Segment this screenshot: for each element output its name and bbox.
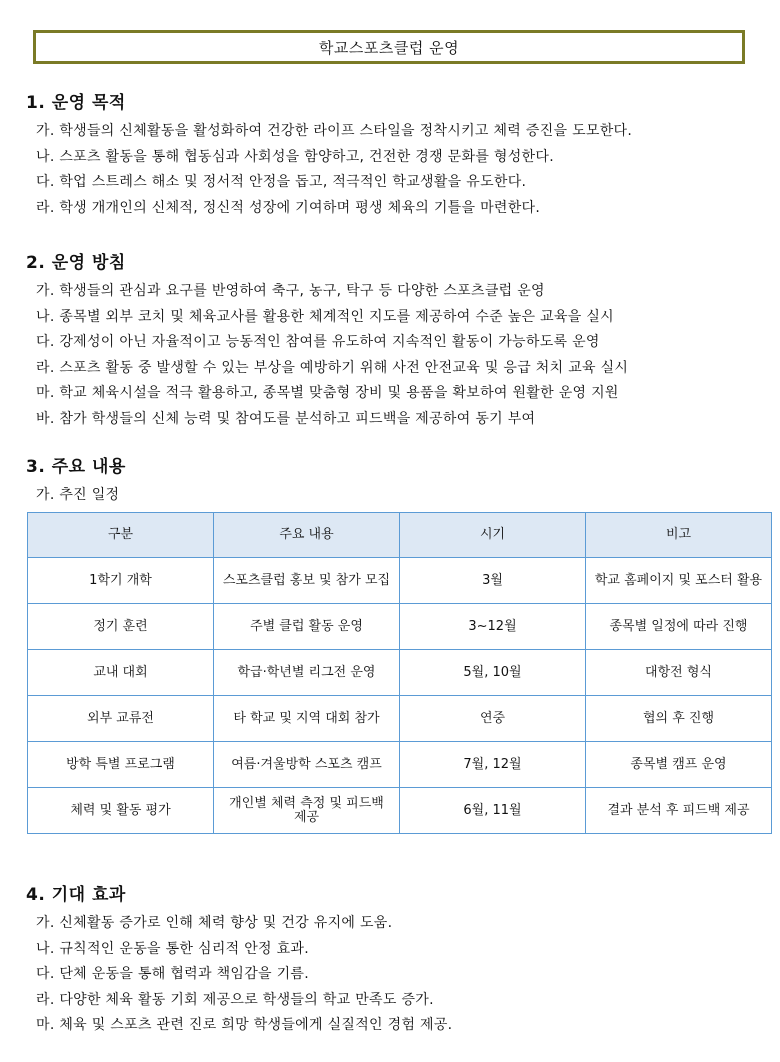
list-item: 나. 규칙적인 운동을 통한 심리적 안정 효과. bbox=[36, 940, 310, 957]
list-item: 다. 단체 운동을 통해 협력과 책임감을 기름. bbox=[36, 966, 310, 982]
list-item: 가. 신체활동 증가로 인해 체력 향상 및 건강 유지에 도움. bbox=[36, 915, 393, 931]
table-cell: 여름·겨울방학 스포츠 캠프 bbox=[214, 742, 400, 788]
subsection-label: 가. 추진 일정 bbox=[36, 487, 120, 503]
list-item: 다. 학업 스트레스 해소 및 정서적 안정을 돕고, 적극적인 학교생활을 유도한다. bbox=[36, 174, 527, 190]
table-cell: 타 학교 및 지역 대회 참가 bbox=[214, 696, 400, 742]
table-row bbox=[28, 604, 772, 650]
table-header-row bbox=[28, 513, 772, 558]
table-row bbox=[28, 788, 772, 834]
table-cell: 협의 후 진행 bbox=[586, 696, 772, 742]
table-cell: 종목별 캠프 운영 bbox=[586, 742, 772, 788]
table-cell: 연중 bbox=[400, 696, 586, 742]
table-row bbox=[28, 742, 772, 788]
list-item: 마. 체육 및 스포츠 관련 진로 희망 학생들에게 실질적인 경험 제공. bbox=[36, 1017, 453, 1033]
table-cell: 종목별 일정에 따라 진행 bbox=[586, 604, 772, 650]
table-cell: 3~12월 bbox=[400, 604, 586, 650]
table-cell: 1학기 개학 bbox=[28, 558, 214, 604]
table-cell: 6월, 11월 bbox=[400, 788, 586, 834]
section-heading: 4. 기대 효과 bbox=[26, 885, 126, 905]
table-cell: 학급·학년별 리그전 운영 bbox=[214, 650, 400, 696]
table-cell: 체력 및 활동 평가 bbox=[28, 788, 214, 834]
table-row bbox=[28, 650, 772, 696]
table-cell: 방학 특별 프로그램 bbox=[28, 742, 214, 788]
section-heading: 2. 운영 방침 bbox=[26, 253, 126, 273]
table-cell: 외부 교류전 bbox=[28, 696, 214, 742]
list-item: 바. 참가 학생들의 신체 능력 및 참여도를 분석하고 피드백을 제공하여 동기 부여 bbox=[36, 410, 536, 427]
section-heading: 3. 주요 내용 bbox=[26, 457, 126, 477]
column-header: 시기 bbox=[400, 513, 586, 558]
list-item: 라. 다양한 체육 활동 기회 제공으로 학생들의 학교 만족도 증가. bbox=[36, 991, 434, 1008]
table-cell: 정기 훈련 bbox=[28, 604, 214, 650]
table-cell: 개인별 체력 측정 및 피드백 제공 bbox=[214, 788, 400, 834]
table-cell: 학교 홈페이지 및 포스터 활용 bbox=[586, 558, 772, 604]
section-heading: 1. 운영 목적 bbox=[26, 93, 126, 113]
table-cell: 교내 대회 bbox=[28, 650, 214, 696]
list-item: 나. 스포츠 활동을 통해 협동심과 사회성을 함양하고, 건전한 경쟁 문화를 형성한다. bbox=[36, 148, 554, 165]
section-policy bbox=[26, 248, 628, 432]
list-item: 라. 스포츠 활동 중 발생할 수 있는 부상을 예방하기 위해 사전 안전교육 및 응급 처치 교육 실시 bbox=[36, 359, 629, 376]
table-cell: 5월, 10월 bbox=[400, 650, 586, 696]
list-item: 다. 강제성이 아닌 자율적이고 능동적인 참여를 유도하여 지속적인 활동이 가능하도록 운영 bbox=[36, 334, 600, 350]
table-cell: 결과 분석 후 피드백 제공 bbox=[586, 788, 772, 834]
table-cell: 대항전 형식 bbox=[586, 650, 772, 696]
schedule-table bbox=[27, 512, 772, 834]
table-cell: 주별 클럽 활동 운영 bbox=[214, 604, 400, 650]
table-row bbox=[28, 696, 772, 742]
section-effects bbox=[26, 880, 452, 1039]
column-header: 주요 내용 bbox=[214, 513, 400, 558]
table-cell: 스포츠클럽 홍보 및 참가 모집 bbox=[214, 558, 400, 604]
section-contents bbox=[26, 452, 126, 509]
table-row bbox=[28, 558, 772, 604]
column-header: 비고 bbox=[586, 513, 772, 558]
document-title: 학교스포츠클럽 운영 bbox=[33, 30, 745, 64]
section-purpose bbox=[26, 88, 632, 221]
list-item: 가. 학생들의 관심과 요구를 반영하여 축구, 농구, 탁구 등 다양한 스포츠클럽 운영 bbox=[36, 283, 545, 299]
list-item: 마. 학교 체육시설을 적극 활용하고, 종목별 맞춤형 장비 및 용품을 확보하여 원활한 운영 지원 bbox=[36, 385, 619, 401]
table-cell: 7월, 12월 bbox=[400, 742, 586, 788]
table-cell: 3월 bbox=[400, 558, 586, 604]
list-item: 나. 종목별 외부 코치 및 체육교사를 활용한 체계적인 지도를 제공하여 수준 높은 교육을 실시 bbox=[36, 308, 614, 325]
list-item: 라. 학생 개개인의 신체적, 정신적 성장에 기여하며 평생 체육의 기틀을 마련한다. bbox=[36, 199, 541, 216]
column-header: 구분 bbox=[28, 513, 214, 558]
list-item: 가. 학생들의 신체활동을 활성화하여 건강한 라이프 스타일을 정착시키고 체력 증진을 도모한다. bbox=[36, 123, 633, 139]
